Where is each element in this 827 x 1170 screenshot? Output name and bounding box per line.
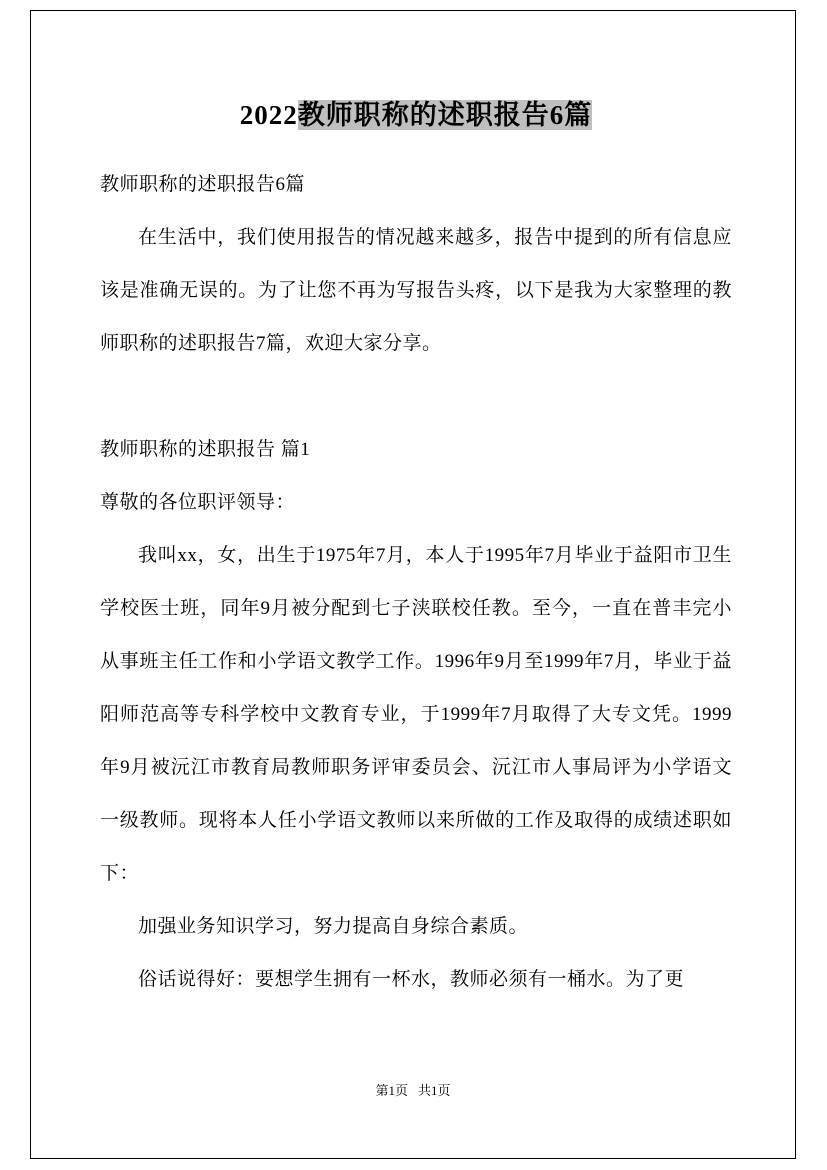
document-content [100,93,732,1006]
paragraph: 在生活中，我们使用报告的情况越来越多，报告中提到的所有信息应该是准确无误的。为了让您不再为写报告头疼，以下是我为大家整理的教师职称的述职报告7篇，欢迎大家分享。 [100,227,732,354]
paragraph: 尊敬的各位职评领导： [100,492,296,513]
paragraph: 俗话说得好：要想学生拥有一杯水，教师必须有一桶水。为了更 [138,969,685,990]
paragraph: 加强业务知识学习，努力提高自身综合素质。 [138,916,529,937]
footer-total-pages: 共1页 [418,1083,451,1098]
title-highlight: 教师职称的述职报告6篇 [297,100,593,130]
document-body [100,158,732,1006]
page-footer [30,1080,796,1099]
title-prefix: 2022 [239,100,298,130]
paragraph: 教师职称的述职报告 篇1 [100,439,311,460]
footer-page-number: 第1页 [375,1083,408,1098]
paragraph: 教师职称的述职报告6篇 [100,174,306,195]
paragraph-spacer [100,370,732,423]
paragraph: 我叫xx，女，出生于1975年7月，本人于1995年7月毕业于益阳市卫生学校医士班，同年9月被分配到七子浃联校任教。至今，一直在普丰完小从事班主任工作和小学语文教学工作。1996年9月至1999年7月，毕业于益阳师范高等专科学校中文教育专业，于1999年7月取得了大专文凭。1999年9月被沅江市教育局教师职务评审委员会、沅江市人事局评为小学语文一级教师。现将本人任小学语文教师以来所做的工作及取得的成绩述职如下： [100,545,732,884]
document-title [100,93,732,132]
